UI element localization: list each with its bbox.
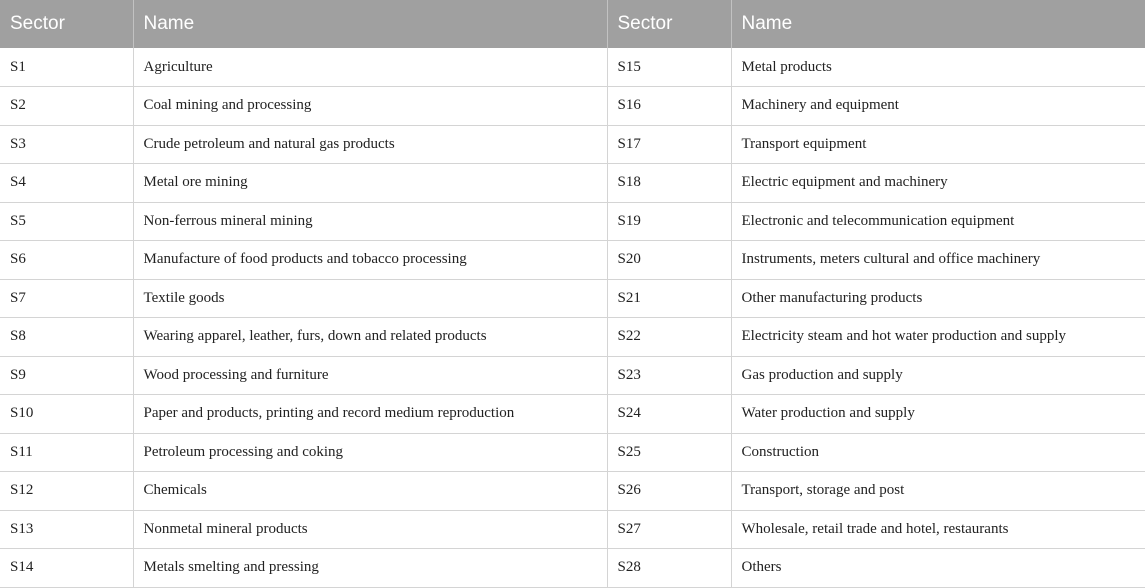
table-row bbox=[0, 549, 1145, 588]
sector-code-left: S8 bbox=[0, 318, 133, 357]
sector-code-right: S22 bbox=[607, 318, 731, 357]
header-name-right: Name bbox=[741, 13, 793, 34]
table-header bbox=[0, 0, 1145, 48]
sector-name-left: Non-ferrous mineral mining bbox=[133, 202, 607, 241]
table-row bbox=[0, 87, 1145, 126]
sector-code-left: S9 bbox=[0, 356, 133, 395]
sector-name-left: Chemicals bbox=[133, 472, 607, 511]
sector-name-right: Other manufacturing products bbox=[731, 279, 1145, 318]
header-sector-left: Sector bbox=[0, 0, 133, 48]
table-row bbox=[0, 356, 1145, 395]
sector-name-left: Wearing apparel, leather, furs, down and related products bbox=[133, 318, 607, 357]
sector-code-right: S15 bbox=[607, 48, 731, 87]
sector-name-right: Wholesale, retail trade and hotel, restaurants bbox=[731, 510, 1145, 549]
table-row bbox=[0, 395, 1145, 434]
table-row bbox=[0, 241, 1145, 280]
sector-code-left: S13 bbox=[0, 510, 133, 549]
sector-code-left: S5 bbox=[0, 202, 133, 241]
sector-name-left: Agriculture bbox=[133, 48, 607, 87]
sector-code-right: S16 bbox=[607, 87, 731, 126]
sector-code-right: S17 bbox=[607, 125, 731, 164]
table-row bbox=[0, 279, 1145, 318]
table-row bbox=[0, 48, 1145, 87]
sector-name-right: Transport equipment bbox=[731, 125, 1145, 164]
sector-code-right: S23 bbox=[607, 356, 731, 395]
sector-code-left: S10 bbox=[0, 395, 133, 434]
sector-name-right: Water production and supply bbox=[731, 395, 1145, 434]
sector-name-right: Metal products bbox=[731, 48, 1145, 87]
sector-name-left: Coal mining and processing bbox=[133, 87, 607, 126]
sector-code-left: S3 bbox=[0, 125, 133, 164]
sector-code-right: S27 bbox=[607, 510, 731, 549]
sector-name-left: Petroleum processing and coking bbox=[133, 433, 607, 472]
sector-name-right: Electric equipment and machinery bbox=[731, 164, 1145, 203]
sector-code-right: S28 bbox=[607, 549, 731, 588]
sector-name-left: Paper and products, printing and record medium reproduction bbox=[133, 395, 607, 434]
sector-code-right: S20 bbox=[607, 241, 731, 280]
sector-name-left: Manufacture of food products and tobacco processing bbox=[133, 241, 607, 280]
table-row bbox=[0, 510, 1145, 549]
sector-code-left: S11 bbox=[0, 433, 133, 472]
table-row bbox=[0, 202, 1145, 241]
sector-code-right: S24 bbox=[607, 395, 731, 434]
sector-name-left: Crude petroleum and natural gas products bbox=[133, 125, 607, 164]
sector-code-left: S12 bbox=[0, 472, 133, 511]
sector-name-right: Others bbox=[731, 549, 1145, 588]
table-row bbox=[0, 472, 1145, 511]
sector-name-left: Textile goods bbox=[133, 279, 607, 318]
sector-code-right: S18 bbox=[607, 164, 731, 203]
sector-code-right: S25 bbox=[607, 433, 731, 472]
sector-name-left: Nonmetal mineral products bbox=[133, 510, 607, 549]
sector-name-right: Gas production and supply bbox=[731, 356, 1145, 395]
sector-name-left: Wood processing and furniture bbox=[133, 356, 607, 395]
sector-code-left: S2 bbox=[0, 87, 133, 126]
sector-code-left: S7 bbox=[0, 279, 133, 318]
table-row bbox=[0, 125, 1145, 164]
table-row bbox=[0, 433, 1145, 472]
sector-code-left: S14 bbox=[0, 549, 133, 588]
table-row bbox=[0, 318, 1145, 357]
sector-code-left: S1 bbox=[0, 48, 133, 87]
sector-name-left: Metals smelting and pressing bbox=[133, 549, 607, 588]
sector-name-left: Metal ore mining bbox=[133, 164, 607, 203]
sector-code-right: S26 bbox=[607, 472, 731, 511]
sector-name-right: Construction bbox=[731, 433, 1145, 472]
sector-code-right: S21 bbox=[607, 279, 731, 318]
sector-name-right: Transport, storage and post bbox=[731, 472, 1145, 511]
header-row bbox=[0, 0, 1145, 48]
table-row bbox=[0, 164, 1145, 203]
sector-code-right: S19 bbox=[607, 202, 731, 241]
header-sector-right: Sector bbox=[607, 0, 731, 48]
table-body bbox=[0, 48, 1145, 587]
sector-name-right: Electronic and telecommunication equipment bbox=[731, 202, 1145, 241]
sector-name-right: Instruments, meters cultural and office machinery bbox=[731, 241, 1145, 280]
sector-name-right: Electricity steam and hot water production and supply bbox=[731, 318, 1145, 357]
header-name-left: Name bbox=[133, 0, 607, 48]
sector-code-left: S4 bbox=[0, 164, 133, 203]
sector-name-right: Machinery and equipment bbox=[731, 87, 1145, 126]
sector-code-left: S6 bbox=[0, 241, 133, 280]
